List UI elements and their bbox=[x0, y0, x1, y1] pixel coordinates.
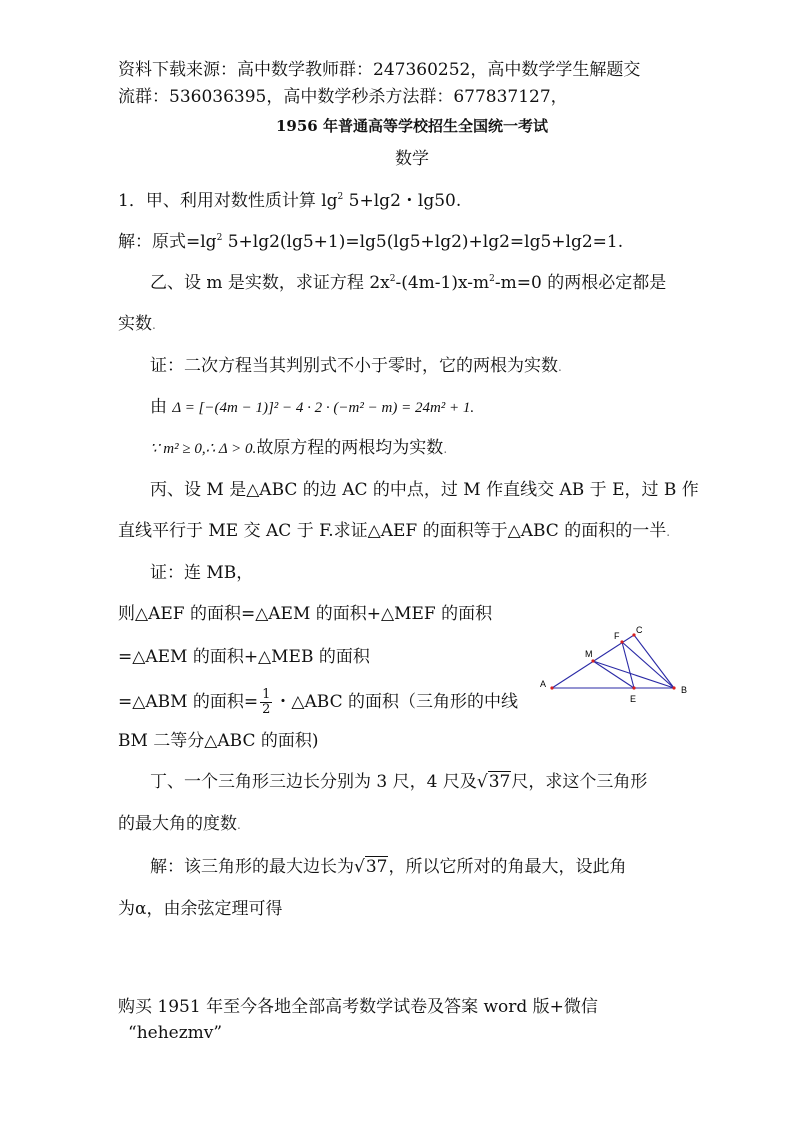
q1-yi-sup-2: 2 bbox=[489, 274, 495, 284]
area-line-2: =△AEM 的面积+△MEB 的面积 bbox=[118, 647, 370, 667]
sqrt-37: √37 bbox=[476, 772, 511, 792]
q1-ding-line-2 bbox=[118, 813, 241, 836]
q1-yi bbox=[150, 272, 666, 294]
q1-solution bbox=[118, 231, 623, 253]
q1-sol-text-b: 5+lg2(lg5+1)=lg5(lg5+lg2)+lg2=lg5+lg2=1. bbox=[222, 232, 624, 252]
trailing-mark: . bbox=[558, 360, 562, 374]
q1-yi-proof bbox=[150, 355, 562, 378]
ding-sol-text-b: ，所以它所对的角最大，设此角 bbox=[388, 857, 627, 877]
because-formula: ∵ m² ≥ 0,∴ Δ > 0. bbox=[150, 441, 257, 457]
label-F: F bbox=[614, 631, 620, 641]
footer-line-2: “hehezmv” bbox=[128, 1023, 223, 1043]
q1-yi-proof-text: 证：二次方程当其判别式不小于零时，它的两根为实数 bbox=[150, 356, 558, 376]
q1-yi-cont-text: 实数 bbox=[118, 314, 152, 334]
area-line-3 bbox=[118, 688, 518, 717]
fraction-denominator: 2 bbox=[262, 702, 271, 717]
area-line-4: BM 二等分△ABC 的面积) bbox=[118, 731, 319, 751]
q1-yi-text-b: -(4m-1)x-m bbox=[395, 273, 490, 293]
fraction-numerator: 1 bbox=[262, 687, 271, 702]
q1-jia bbox=[118, 190, 461, 212]
ding1-text-b: 尺，求这个三角形 bbox=[511, 772, 648, 792]
q1-bing-line-1: 丙、设 M 是△ABC 的边 AC 的中点，过 M 作直线交 AB 于 E，过 B 作 bbox=[150, 480, 699, 500]
point-A bbox=[550, 686, 553, 689]
trailing-mark: . bbox=[666, 525, 671, 539]
q1-yi-text-c: -m=0 的两根必定都是 bbox=[494, 273, 667, 293]
sqrt-radicand: 37 bbox=[488, 772, 511, 792]
q1-yi-sup-1: 2 bbox=[389, 274, 396, 284]
trailing-mark: . bbox=[152, 318, 156, 332]
header-line-2: 流群：536036395，高中数学秒杀方法群：677837127， bbox=[118, 87, 568, 107]
sqrt-37: √37 bbox=[354, 857, 388, 877]
segment-FB bbox=[622, 642, 674, 688]
q1-bing-proof: 证：连 MB， bbox=[150, 563, 254, 583]
sqrt-radicand: 37 bbox=[365, 857, 388, 877]
point-F bbox=[620, 640, 623, 643]
ding1-text-a: 丁、一个三角形三边长分别为 3 尺，4 尺及 bbox=[150, 772, 477, 792]
point-B bbox=[672, 686, 675, 689]
segment-CB bbox=[634, 635, 674, 688]
q1-bing-line-2 bbox=[118, 520, 670, 543]
triangle-figure bbox=[536, 620, 696, 710]
trailing-mark: . bbox=[443, 442, 448, 456]
q1-yi-conclusion bbox=[150, 437, 447, 460]
label-C: C bbox=[636, 625, 643, 635]
q1-ding-solution-2: 为α，由余弦定理可得 bbox=[118, 899, 283, 919]
header-line-1: 资料下载来源：高中数学教师群：247360252，高中数学学生解题交 bbox=[118, 60, 641, 80]
label-B: B bbox=[681, 685, 688, 695]
area-line-1: 则△AEF 的面积=△AEM 的面积+△MEF 的面积 bbox=[118, 604, 493, 624]
label-E: E bbox=[630, 694, 637, 704]
footer-line-1: 购买 1951 年至今各地全部高考数学试卷及答案 word 版+微信 bbox=[118, 997, 598, 1017]
label-M: M bbox=[585, 649, 593, 659]
q1-yi-text-a: 乙、设 m 是实数，求证方程 2x bbox=[150, 273, 390, 293]
q1-jia-text-b: 5+lg2・lg50. bbox=[343, 191, 462, 211]
because-text: 故原方程的两根均为实数 bbox=[256, 438, 444, 458]
q1-jia-sup: 2 bbox=[337, 192, 344, 202]
q1-ding-solution-1 bbox=[150, 856, 626, 878]
q1-bing-line-2-text: 直线平行于 ME 交 AC 于 F.求证△AEF 的面积等于△ABC 的面积的一半 bbox=[118, 521, 667, 541]
subject-title: 数学 bbox=[395, 149, 429, 169]
fraction-one-half bbox=[260, 688, 272, 717]
ding-sol-text-a: 解：该三角形的最大边长为 bbox=[150, 857, 354, 877]
label-A: A bbox=[540, 679, 547, 689]
q1-sol-sup: 2 bbox=[216, 233, 223, 243]
ding2-text: 的最大角的度数 bbox=[118, 814, 237, 834]
point-E bbox=[632, 686, 635, 689]
trailing-mark: . bbox=[237, 818, 241, 832]
q1-jia-text-a: 1．甲、利用对数性质计算 lg bbox=[118, 191, 338, 211]
area-line-3-b: ・△ABC 的面积（三角形的中线 bbox=[274, 692, 519, 712]
area-line-3-a: =△ABM 的面积= bbox=[118, 692, 259, 712]
q1-ding-line-1 bbox=[150, 771, 647, 793]
disc-prefix: 由 bbox=[150, 397, 167, 417]
disc-formula: Δ = [−(4m − 1)]² − 4 · 2 · (−m² − m) = 24m² + 1. bbox=[172, 400, 475, 416]
q1-sol-text-a: 解：原式=lg bbox=[118, 232, 217, 252]
point-M bbox=[591, 659, 594, 662]
q1-yi-discriminant bbox=[150, 396, 474, 419]
exam-title: 1956 年普通高等学校招生全国统一考试 bbox=[276, 117, 548, 135]
q1-yi-cont bbox=[118, 313, 156, 336]
